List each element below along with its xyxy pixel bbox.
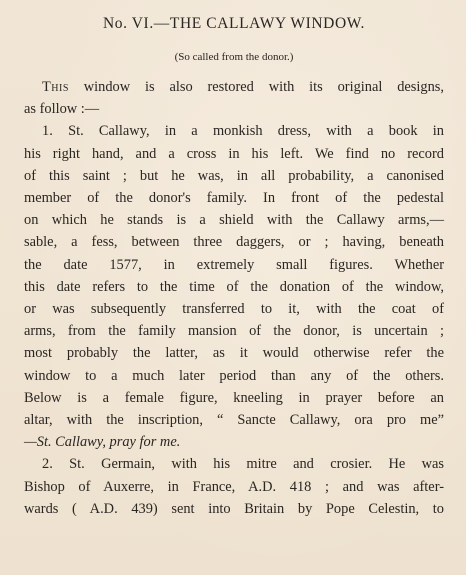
text-line: arms, from the family mansion of the donor, is uncertain ; [24,323,444,340]
text-line: or was subsequently transferred to it, with the coat of [24,301,444,318]
text-line: Below is a female figure, kneeling in prayer before an [24,389,444,406]
page-subheading: (So called from the donor.) [174,51,294,63]
text-line: his right hand, and a cross in his left. We find no record [24,145,444,162]
text-line: Bishop of Auxerre, in France, A.D. 418 ; and was after- [24,478,444,495]
text-line-content: window is also restored with its original designs, [68,79,444,95]
text-line-italic: —St. Callawy, pray for me. [24,434,181,451]
text-line: member of the donor's family. In front of the pedestal [24,190,444,207]
text-line: as follow :— [24,101,100,118]
text-line: window to a much later period than any of the others. [24,367,444,384]
text-line: 1. St. Callawy, in a monkish dress, with a book in [42,123,444,140]
text-line: sable, a fess, between three daggers, or ; having, beneath [24,234,444,251]
body-text [24,76,444,520]
text-line: 2. St. Germain, with his mitre and crosier. He was [42,456,444,473]
text-line: altar, with the inscription, “ Sancte Callawy, ora pro me” [24,412,444,429]
lead-word: This [42,79,69,95]
text-line [24,76,444,98]
text-line: wards ( A.D. 439) sent into Britain by Pope Celestin, to [24,500,444,517]
text-line: this date refers to the time of the donation of the window, [24,278,444,295]
text-line: on which he stands is a shield with the Callawy arms,— [24,212,444,229]
text-line: of this saint ; but he was, in all probability, a canonised [24,167,444,184]
page-heading: No. VI.—THE CALLAWY WINDOW. [102,15,366,32]
text-line: the date 1577, in extremely small figures. Whether [24,256,444,273]
text-line: most probably the latter, as it would otherwise refer the [24,345,444,362]
